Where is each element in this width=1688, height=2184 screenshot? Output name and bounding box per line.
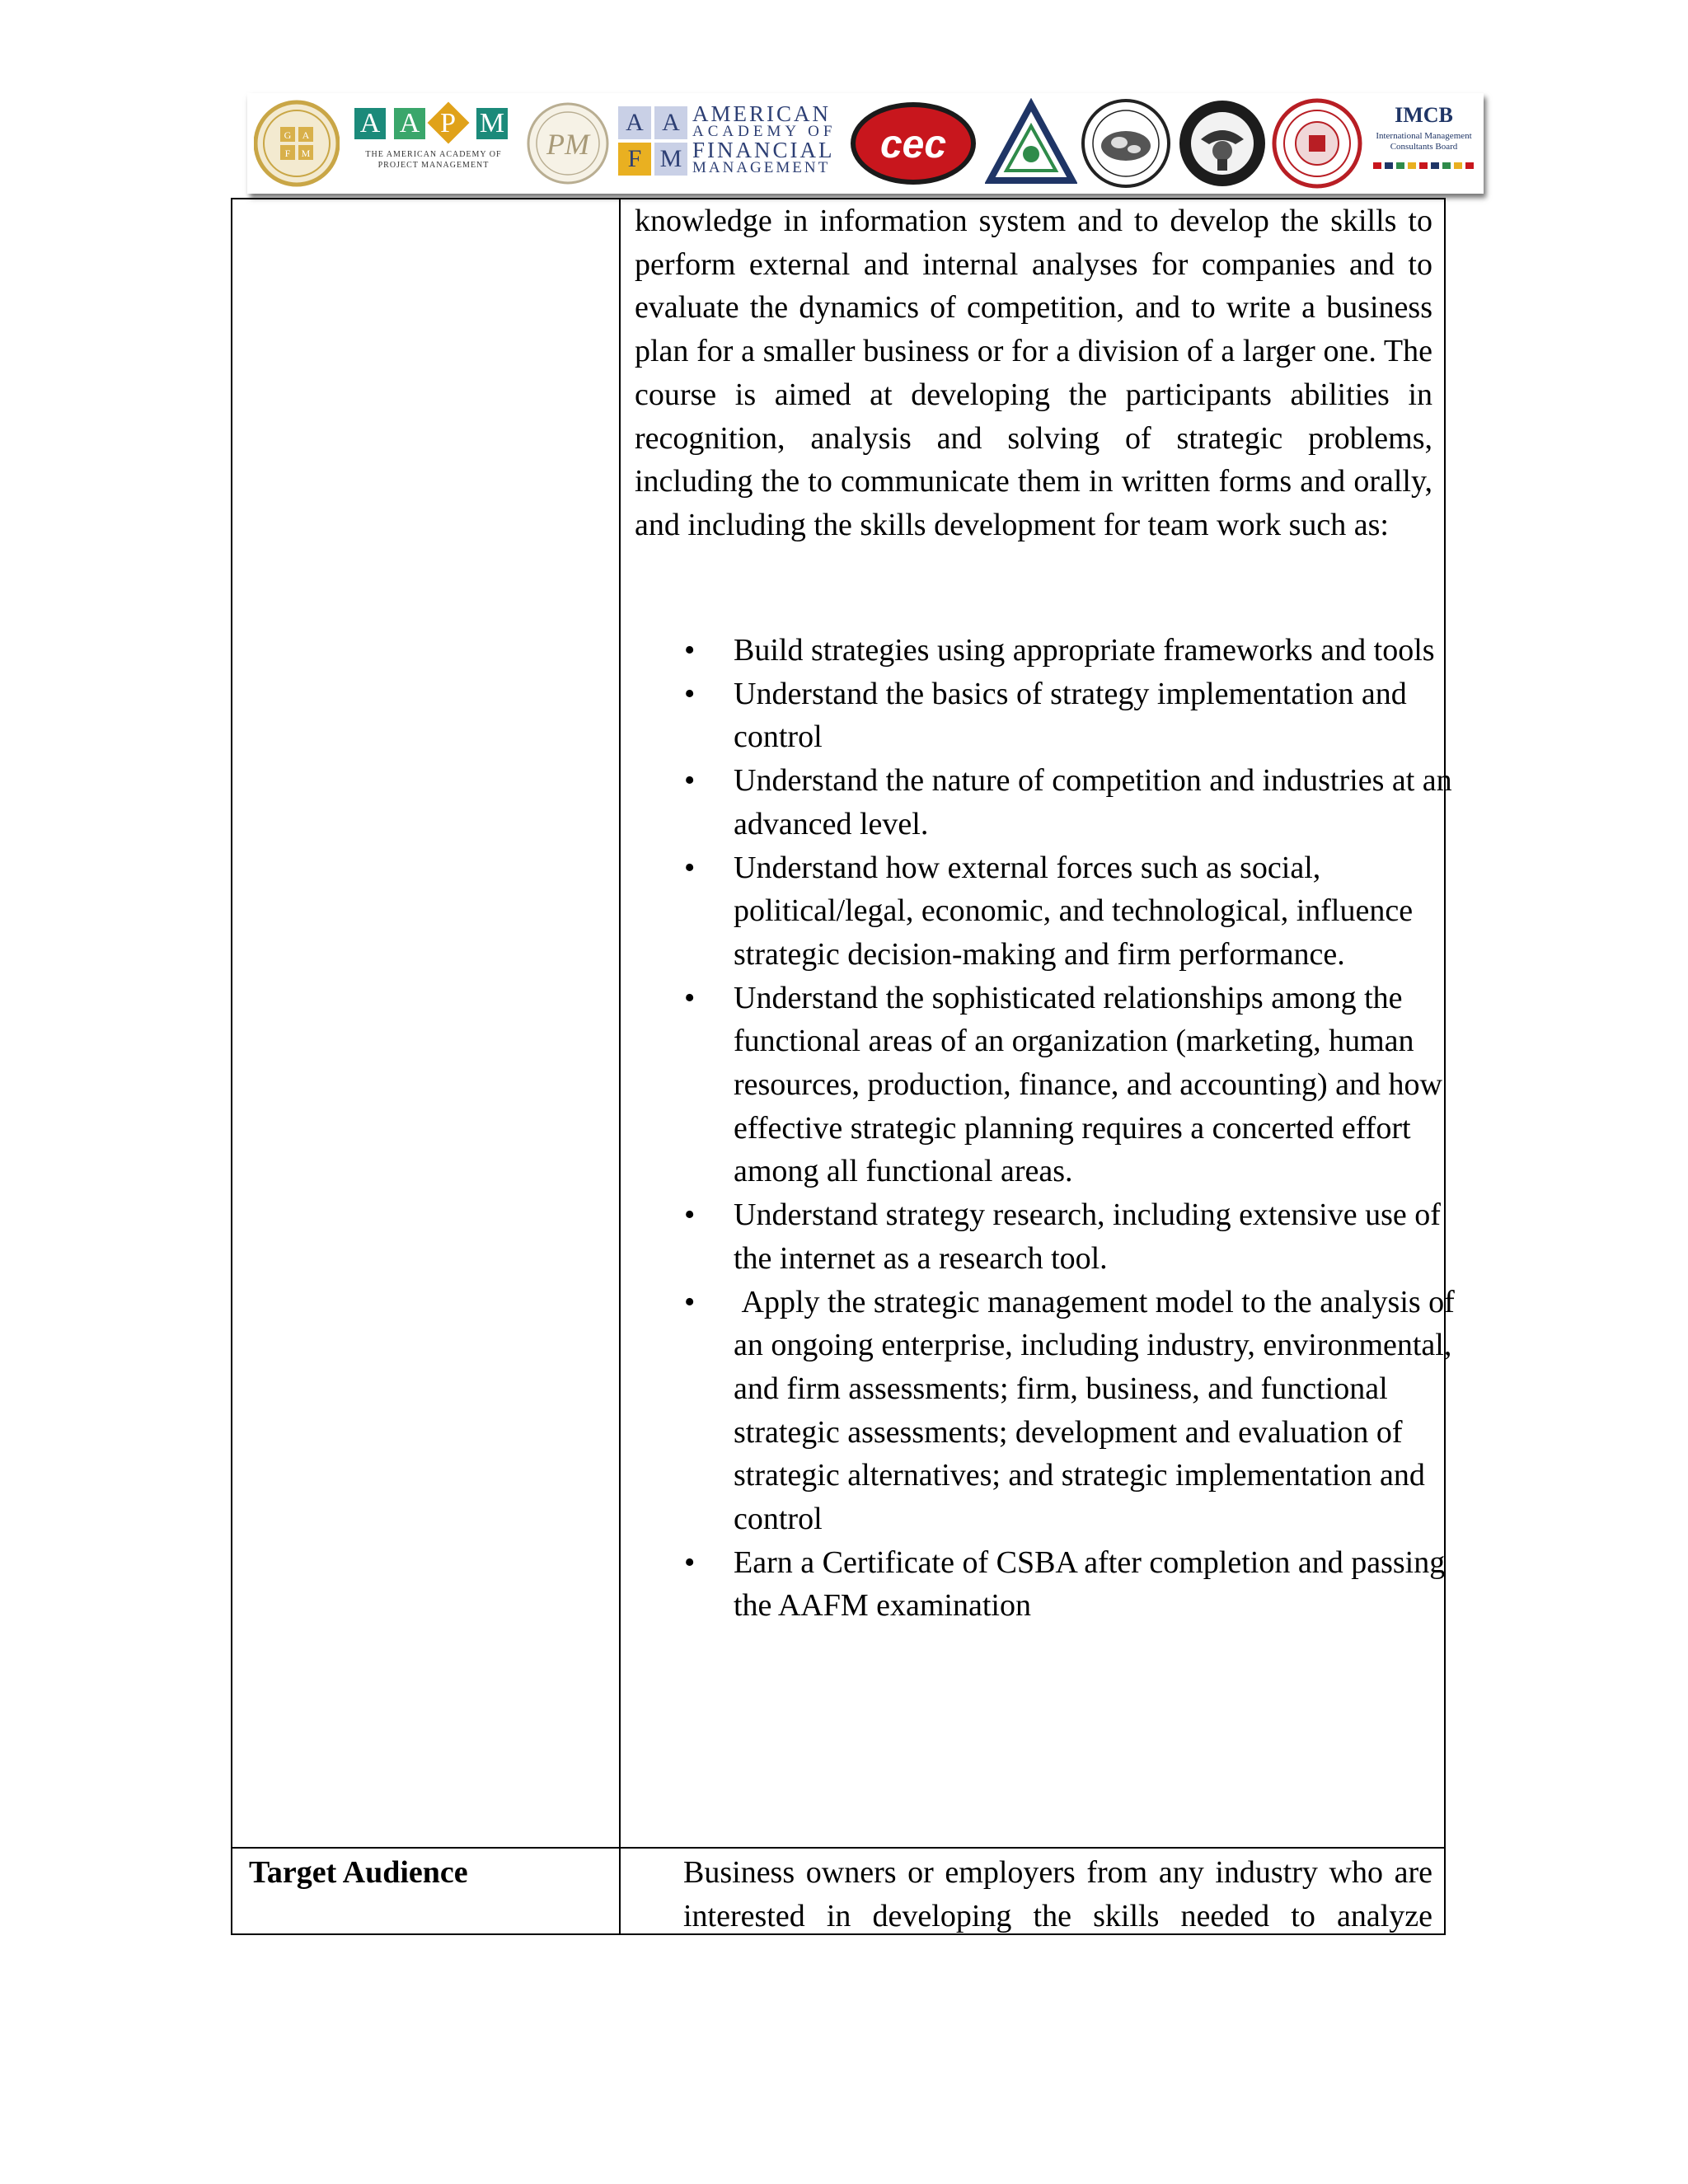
aafm-word-4: MANAGEMENT (692, 159, 831, 176)
aafm-word-2: ACADEMY OF (692, 123, 837, 140)
gafm-letter-4: M (301, 148, 311, 159)
imcb-subtitle-line-1: International Management (1376, 131, 1472, 141)
aafm-grid (618, 106, 687, 176)
pm-seal-logo (526, 98, 610, 189)
aafm-word-3: FINANCIAL (692, 138, 835, 162)
course-table (231, 198, 1463, 1935)
aafm-word-1: AMERICAN (692, 101, 832, 126)
cec-letters: cec (879, 123, 947, 166)
red-seal-logo (1272, 98, 1362, 189)
imcb-subtitle (1368, 131, 1479, 152)
bullet-item: • Earn a Certificate of CSBA after completion and passing the AAFM examination (734, 1541, 1459, 1628)
cec-logo (847, 98, 979, 189)
target-audience-label: Target Audience (249, 1855, 468, 1890)
aapm-subtitle-line-1: THE AMERICAN ACADEMY OF (365, 150, 502, 159)
skills-bullet-list (734, 629, 1463, 1628)
course-description-paragraph: knowledge in information system and to develop the skills to perform external and internal analyses for companies and to evaluate the dynamics of competition, and to write a business plan for a smaller business or for a division of a larger one. The course is aimed at developing the participants abilities in recognition, analysis and solving of strategic problems, including the to communicate them in written forms and orally, and including the skills development for team work such as: (635, 204, 1432, 542)
aapm-logo (351, 98, 516, 189)
eagle-seal-logo (1176, 98, 1268, 189)
aapm-diamond (428, 102, 470, 144)
aafm-letter-1: A (618, 106, 651, 139)
bullet-item: • Build strategies using appropriate frameworks and tools (734, 629, 1459, 673)
pm-seal-letters: PM (546, 128, 589, 161)
aapm-subtitle-line-2: PROJECT MANAGEMENT (377, 161, 490, 170)
table-column-divider (619, 199, 621, 1933)
gafm-letter-2: A (302, 129, 310, 141)
target-audience-text: Business owners or employers from any industry who are interested in developing the skills needed to analyze (683, 1855, 1432, 1933)
gafm-seal-logo (254, 98, 340, 189)
aapm-letter-2: A (394, 108, 425, 139)
imcb-logo (1368, 98, 1479, 189)
aafm-letter-4: M (654, 143, 687, 176)
gafm-letter-1: G (284, 129, 292, 141)
world-seal-logo (1080, 98, 1172, 189)
aapm-letter-3: P (439, 107, 456, 138)
aafm-letter-2: A (654, 106, 687, 139)
aapm-letter-4: M (476, 108, 508, 139)
bullet-item: • Understand how external forces such as social, political/legal, economic, and technological, influence strategic decision-making and firm performance. (734, 846, 1459, 977)
bullet-item: • Understand strategy research, including extensive use of the internet as a research tool. (734, 1193, 1459, 1280)
table-row-divider (232, 1847, 1444, 1849)
logo-banner (247, 93, 1484, 194)
bullet-item: • Understand the basics of strategy implementation and control (734, 673, 1459, 759)
imcb-flags-strip (1373, 159, 1475, 172)
imcb-title: IMCB (1395, 103, 1453, 127)
aapm-subtitle (351, 149, 516, 171)
aafm-wordmark (692, 101, 842, 177)
bullet-item: • Understand the nature of competition and industries at an advanced level. (734, 759, 1459, 846)
aapm-letter-1: A (354, 108, 386, 139)
triangle-emblem-logo (985, 98, 1077, 189)
bullet-item: • Apply the strategic management model to the analysis of an ongoing enterprise, including industry, environmental, and firm assessments; firm, business, and functional strategic assessments; development and evaluation of strategic alternatives; and strategic implementation and control (734, 1281, 1459, 1541)
gafm-letter-3: F (284, 148, 291, 159)
aafm-logo (618, 98, 841, 189)
bullet-item: • Understand the sophisticated relationships among the functional areas of an organization (marketing, human resources, production, finance, and accounting) and how effective strategic planning requires a concerted effort among all functional areas. (734, 977, 1459, 1194)
imcb-subtitle-line-2: Consultants Board (1390, 142, 1458, 152)
aafm-letter-3: F (618, 143, 651, 176)
